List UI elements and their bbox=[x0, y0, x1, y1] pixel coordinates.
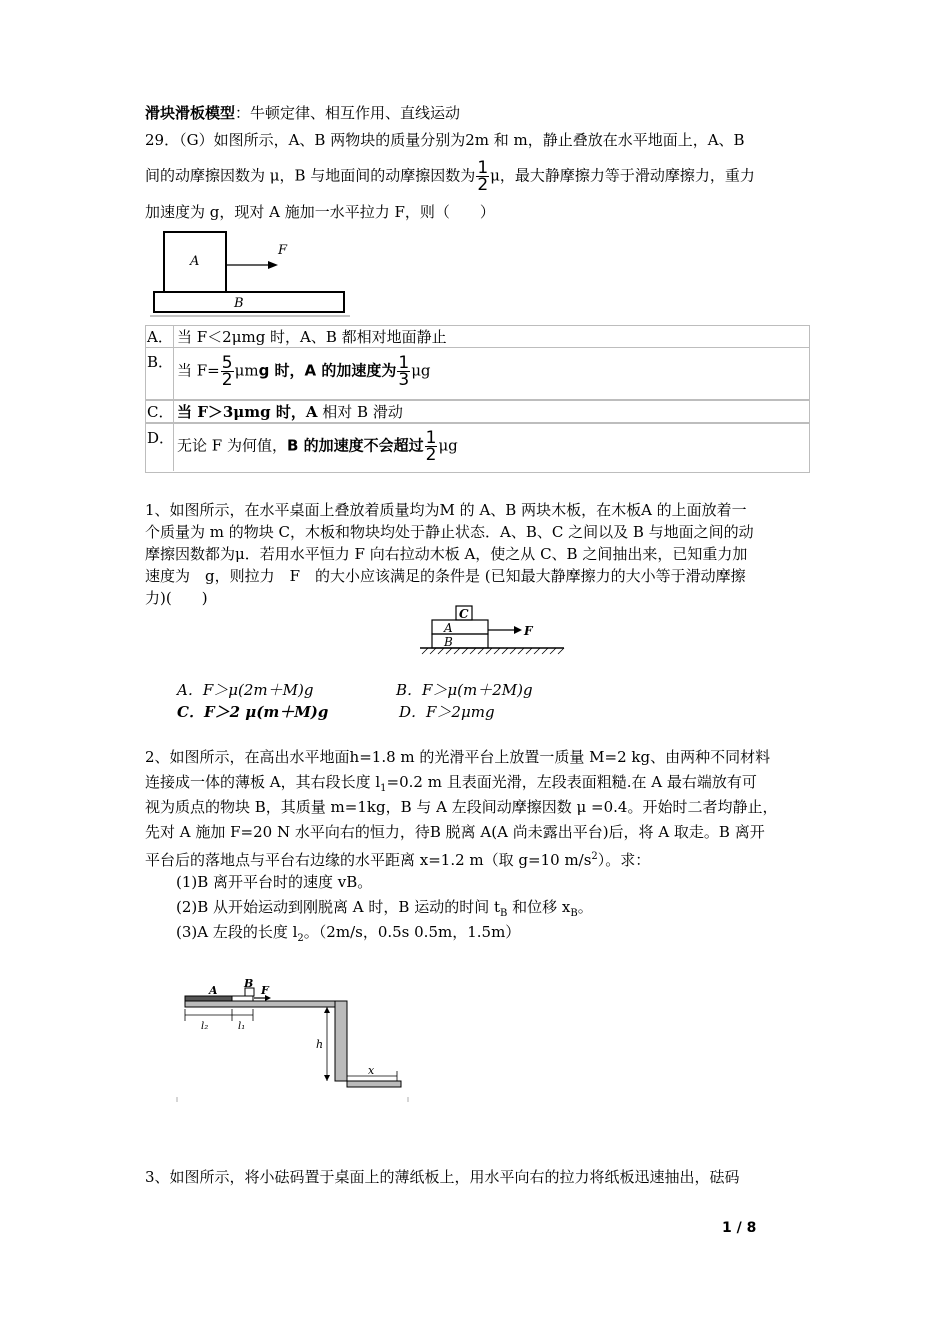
board-a-shape bbox=[432, 620, 488, 634]
frac-denominator: 2 bbox=[221, 370, 233, 390]
q2-line-3: 视为质点的物块 B，其质量 m=1kg，B 与 A 左段间动摩擦因数 μ =0.4。开始时二者均静止， bbox=[145, 798, 778, 816]
q1-line-5: 力)( ) bbox=[145, 589, 208, 607]
q29-option-b-letter: B． bbox=[147, 353, 174, 371]
fig-label-b: B bbox=[444, 635, 453, 649]
q29-line-3: 加速度为 g，现对 A 施加一水平拉力 F，则（ ） bbox=[145, 203, 495, 221]
fig-label-l2: l₂ bbox=[201, 1021, 209, 1032]
frac-numerator: 1 bbox=[477, 158, 489, 178]
q29-option-b-post: μg bbox=[411, 361, 431, 380]
q29-option-c-text bbox=[177, 402, 403, 422]
force-arrow-head bbox=[268, 261, 278, 269]
q29-line-2-a: 间的动摩擦因数为 μ，B 与地面间的动摩擦因数为 bbox=[145, 166, 476, 185]
q2-line-1: 2、如图所示，在高出水平地面h=1.8 m 的光滑平台上放置一质量 M=2 kg、由两种不同材料 bbox=[145, 748, 771, 766]
table-divider bbox=[173, 325, 174, 471]
frac-denominator: 3 bbox=[398, 370, 410, 390]
q29-option-c-bold: 当 F＞3μmg 时，A bbox=[177, 403, 318, 421]
q2-sub-3-sub: 2 bbox=[297, 933, 304, 944]
q2-line-5-a: 平台后的落地点与平台右边缘的水平距离 x=1.2 m（取 g=10 m/s bbox=[145, 851, 592, 869]
q29-line-2-b: μ，最大静摩擦力等于滑动摩擦力，重力 bbox=[490, 166, 755, 185]
fig-label-f: F bbox=[278, 243, 288, 258]
q29-option-d-pre: 无论 F 为何值， bbox=[177, 436, 287, 455]
ground-shape bbox=[347, 1081, 401, 1087]
q1-option-a: A．F＞μ(2m＋M)g bbox=[177, 681, 314, 699]
q2-sub-3 bbox=[176, 922, 520, 949]
q29-option-a-text: 当 F＜2μmg 时，A、B 都相对地面静止 bbox=[177, 328, 447, 346]
q29-option-d-post: μg bbox=[438, 436, 458, 455]
q2-line-5-b: ）。求： bbox=[597, 851, 651, 869]
board-a-smooth-shape bbox=[232, 996, 253, 1001]
q2-sub-3-a: (3)A 左段的长度 l bbox=[176, 923, 298, 941]
q2-line-2-sub: 1 bbox=[380, 783, 387, 794]
q2-sub-2-sub2: B bbox=[570, 908, 578, 919]
q29-option-d-bold: B 的加速度不会超过 bbox=[286, 436, 424, 455]
fig-label-c: C bbox=[459, 607, 469, 621]
q2-sub-2 bbox=[176, 897, 593, 924]
q29-option-b-mid1: μm bbox=[234, 361, 259, 380]
fig-label-f: F bbox=[524, 624, 533, 638]
fig-label-a: A bbox=[209, 984, 218, 997]
page-number: 1 / 8 bbox=[722, 1220, 757, 1236]
q2-sub-2-c: 。 bbox=[577, 898, 593, 916]
frac-denominator: 2 bbox=[425, 445, 437, 465]
q2-figure bbox=[175, 975, 415, 1105]
q29-fraction-half bbox=[476, 160, 489, 193]
q29-option-c-rest: 相对 B 滑动 bbox=[317, 403, 403, 421]
q1-line-2: 个质量为 m 的物块 C，木板和物块均处于静止状态．A、B、C 之间以及 B 与地面之间的动 bbox=[145, 523, 754, 541]
q1-line-3: 摩擦因数都为μ．若用水平恒力 F 向右拉动木板 A，使之从 C、B 之间抽出来，已知重力加 bbox=[145, 545, 748, 563]
q29-option-b-pre: 当 F= bbox=[177, 361, 220, 380]
q1-line-4: 速度为 g，则拉力 F 的大小应该满足的条件是 (已知最大静摩擦力的大小等于滑动摩擦 bbox=[145, 567, 746, 585]
q2-line-2 bbox=[145, 772, 757, 799]
force-arrow-head bbox=[514, 626, 522, 634]
fig-label-x: x bbox=[368, 1064, 375, 1077]
q29-line-2 bbox=[145, 160, 755, 193]
q2-sub-2-sub1: B bbox=[500, 908, 508, 919]
q1-option-b: B．F＞μ(m＋2M)g bbox=[396, 681, 533, 699]
section-title bbox=[145, 103, 460, 123]
q1-option-c: C．F＞2 μ(m＋M)g bbox=[177, 703, 329, 721]
q2-sub-2-b: 和位移 x bbox=[507, 898, 571, 916]
q29-figure bbox=[150, 228, 350, 320]
platform-top bbox=[185, 1001, 347, 1007]
frac-numerator: 1 bbox=[398, 353, 410, 373]
fig-label-f: F bbox=[261, 984, 269, 997]
q1-line-1: 1、如图所示，在水平桌面上叠放着质量均为M 的 A、B 两块木板，在木板A 的上面放着一 bbox=[145, 501, 747, 519]
board-b-shape bbox=[432, 634, 488, 648]
fig-label-a: A bbox=[444, 621, 453, 635]
q2-sub-2-a: (2)B 从开始运动到刚脱离 A 时，B 运动的时间 t bbox=[176, 898, 500, 916]
q2-sub-1: (1)B 离开平台时的速度 vB。 bbox=[176, 873, 373, 891]
q2-line-4: 先对 A 施加 F=20 N 水平向右的恒力，待B 脱离 A(A 尚未露出平台)后，将 A 取走。B 离开 bbox=[145, 823, 765, 841]
q2-line-2-b: =0.2 m 且表面光滑，左段表面粗糙.在 A 最右端放有可 bbox=[386, 773, 757, 791]
fig-label-b: B bbox=[234, 296, 244, 311]
q29-option-b-text bbox=[177, 355, 431, 388]
fig-label-l1: l₁ bbox=[238, 1021, 246, 1032]
section-title-topics: ：牛顿定律、相互作用、直线运动 bbox=[235, 104, 461, 122]
q29-option-d-frac-1-2 bbox=[425, 430, 438, 463]
q2-line-5 bbox=[145, 847, 650, 870]
board-b-shape bbox=[154, 292, 344, 312]
q2-line-2-a: 连接成一体的薄板 A，其右段长度 l bbox=[145, 773, 381, 791]
q29-option-d-letter: D． bbox=[147, 429, 175, 447]
section-title-bold: 滑块滑板模型 bbox=[145, 104, 236, 122]
q29-line-1: 29．（G）如图所示，A、B 两物块的质量分别为2m 和 m，静止叠放在水平地面上，A、B bbox=[145, 131, 745, 149]
q29-option-a-letter: A． bbox=[147, 328, 173, 346]
frac-numerator: 1 bbox=[425, 428, 437, 448]
q3-line-1: 3、如图所示，将小砝码置于桌面上的薄纸板上，用水平向右的拉力将纸板迅速抽出，砝码 bbox=[145, 1168, 740, 1186]
q2-line-5-sup: 2 bbox=[591, 851, 598, 862]
frac-denominator: 2 bbox=[477, 175, 489, 195]
frac-numerator: 5 bbox=[221, 353, 233, 373]
q29-option-d-text bbox=[177, 430, 458, 463]
fig-label-h: h bbox=[316, 1038, 324, 1051]
q29-option-b-frac-1-3 bbox=[397, 355, 410, 388]
q1-figure bbox=[418, 604, 568, 658]
q29-option-c-letter: C． bbox=[147, 403, 174, 421]
q2-sub-3-b: 。（2m/s，0.5s 0.5m，1.5m） bbox=[303, 923, 521, 941]
q29-option-b-mid2: g 时，A 的加速度为 bbox=[258, 361, 397, 380]
fig-label-a: A bbox=[190, 254, 200, 269]
q29-option-b-frac-5-2 bbox=[221, 355, 234, 388]
platform-wall bbox=[335, 1001, 347, 1081]
fig-label-b: B bbox=[244, 977, 254, 990]
q1-option-d: D．F＞2μmg bbox=[399, 703, 495, 721]
